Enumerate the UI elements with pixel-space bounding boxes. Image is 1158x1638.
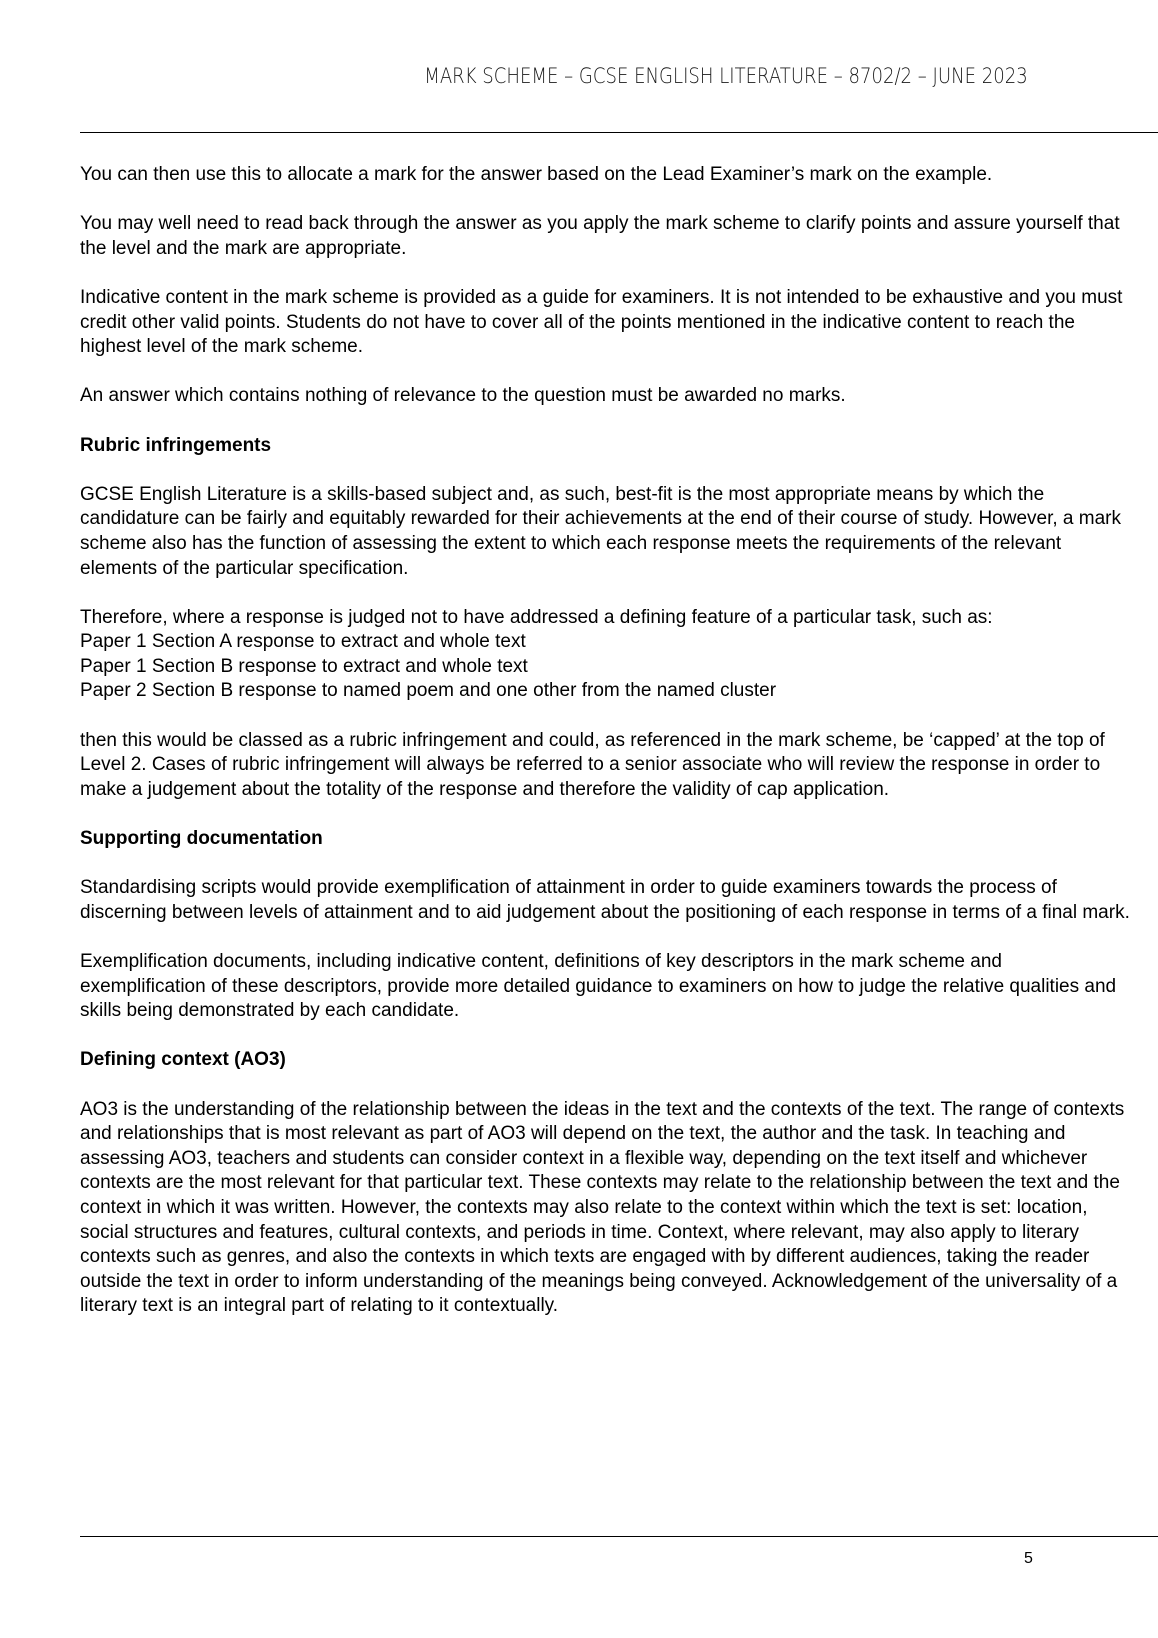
header-divider [80,132,1158,133]
context-paragraph: AO3 is the understanding of the relationship between the ideas in the text and the contexts of the text. The range of contexts and relationships that is most relevant as part of AO3 will depend on the text, the author and the task. In teaching and assessing AO3, teachers and students can consider context in a flexible way, depending on the text itself and whichever contexts are the most relevant for that particular text. These contexts may relate to the relationship between the text and the context in which it was written. However, the contexts may also relate to the context within which the text is set: location, social structures and features, cultural contexts, and periods in time. Context, where relevant, may also apply to literary contexts such as genres, and also the contexts in which texts are engaged with by different audiences, taking the reader outside the text in order to inform understanding of the meanings being conveyed. Acknowledgement of the universality of a literary text is an integral part of relating to it contextually. [80,1098,1125,1317]
intro-paragraph: You may well need to read back through the answer as you apply the mark scheme to clarify points and assure yourself that the level and the mark are appropriate. [80,213,1120,259]
rubric-example-item: Paper 1 Section B response to extract and whole text [80,655,528,677]
rubric-example-item: Paper 2 Section B response to named poem and one other from the named cluster [80,680,777,702]
page-number: 5 [1024,1550,1033,1567]
section-heading-context: Defining context (AO3) [80,1049,286,1071]
running-header-title: MARK SCHEME – GCSE ENGLISH LITERATURE – 8702/2 – JUNE 2023 [424,64,1028,88]
page-body [80,163,1130,1344]
section-heading-supporting: Supporting documentation [80,828,323,850]
rubric-paragraph: GCSE English Literature is a skills-based subject and, as such, best-fit is the most appropriate means by which the candidature can be fairly and equitably rewarded for their achievements at the end of their course of study. However, a mark scheme also has the function of assessing the extent to which each response meets the requirements of the relevant elements of the particular specification. [80,483,1121,579]
intro-paragraph: An answer which contains nothing of relevance to the question must be awarded no marks. [80,385,846,407]
supporting-paragraph: Exemplification documents, including indicative content, definitions of key descriptors in the mark scheme and exemplification of these descriptors, provide more detailed guidance to examiners on how to judge the relative qualities and skills being demonstrated by each candidate. [80,951,1117,1022]
intro-paragraph: You can then use this to allocate a mark for the answer based on the Lead Examiner’s mark on the example. [80,164,993,185]
supporting-paragraph: Standardising scripts would provide exemplification of attainment in order to guide examiners towards the process of discerning between levels of attainment and to aid judgement about the positioning of each response in terms of a final mark. [80,877,1130,923]
rubric-paragraph: then this would be classed as a rubric infringement and could, as referenced in the mark scheme, be ‘capped’ at the top of Level 2. Cases of rubric infringement will always be referred to a senior associate who will review the response in order to make a judgement about the totality of the response and therefore the validity of cap application. [80,729,1105,800]
section-heading-rubric: Rubric infringements [80,434,272,456]
intro-paragraph: Indicative content in the mark scheme is provided as a guide for examiners. It is not intended to be exhaustive and you must credit other valid points. Students do not have to cover all of the points mentioned in the indicative content to reach the highest level of the mark scheme. [80,286,1123,358]
rubric-paragraph-with-list [80,606,1130,704]
rubric-list-lead: Therefore, where a response is judged not to have addressed a defining feature of a particular task, such as: [80,606,993,628]
rubric-example-item: Paper 1 Section A response to extract and whole text [80,631,526,653]
footer-divider [80,1536,1158,1537]
